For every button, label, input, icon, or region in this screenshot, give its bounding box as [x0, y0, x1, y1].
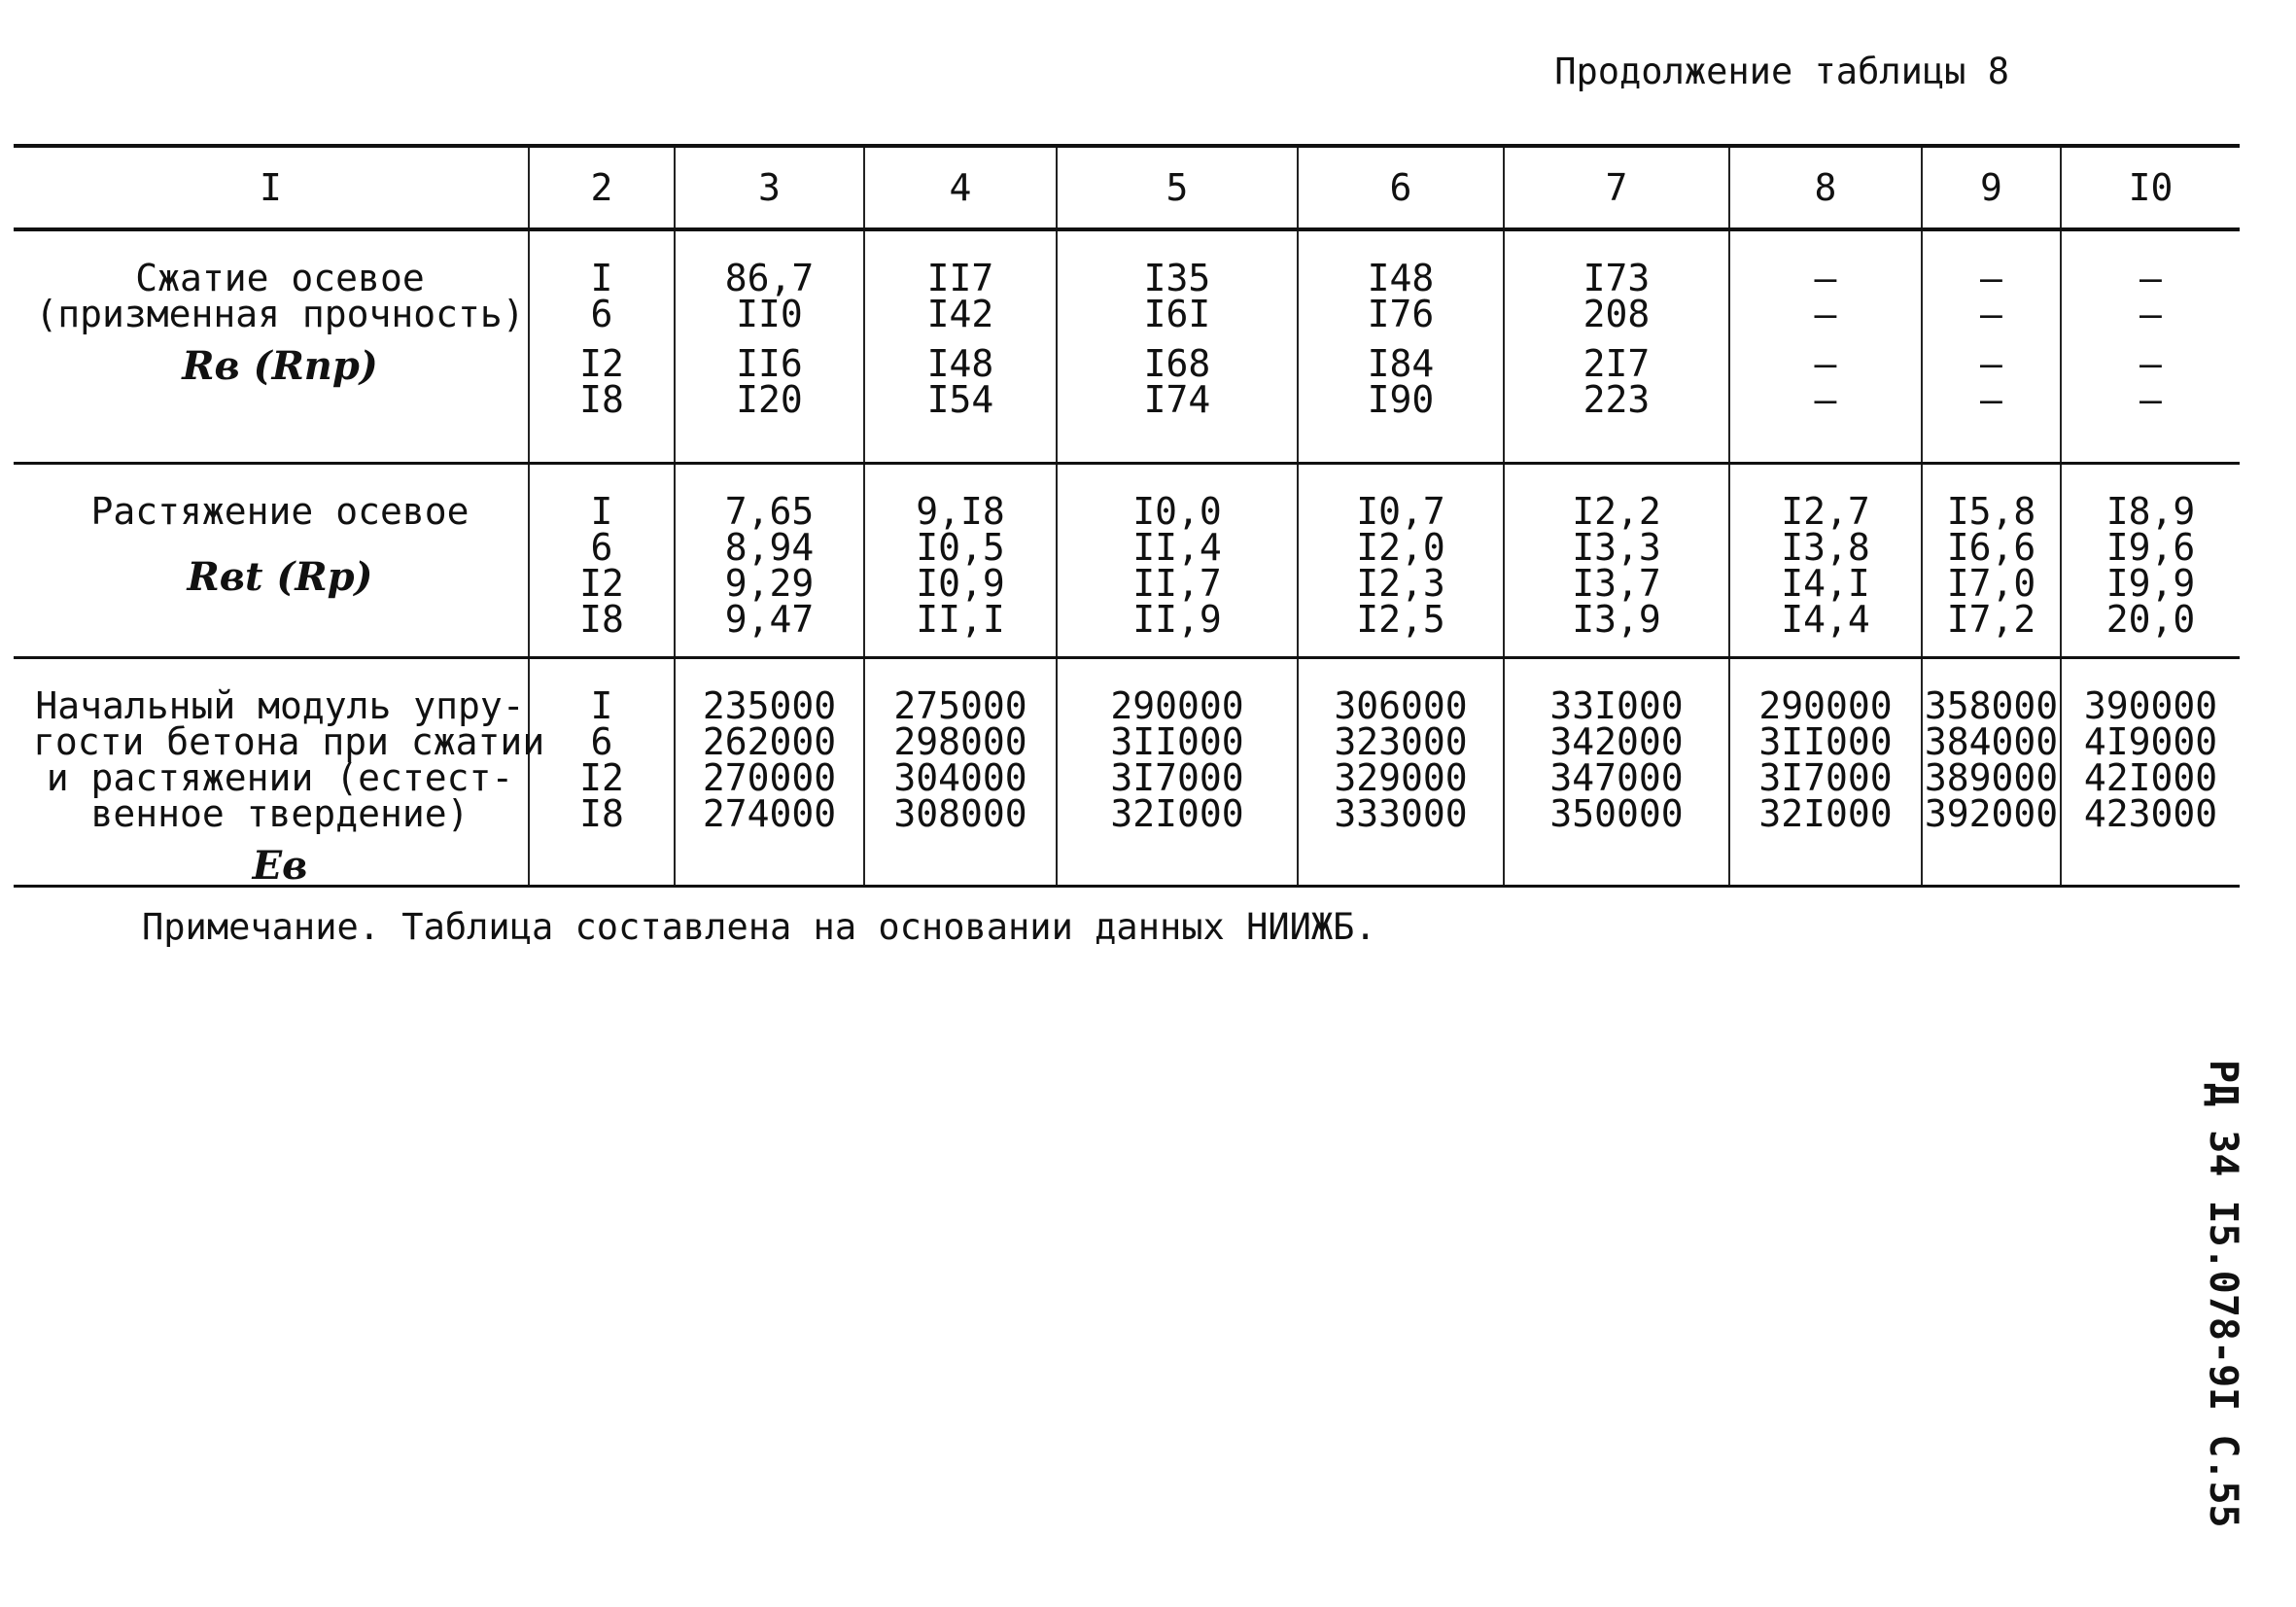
value-cell: [1298, 657, 1504, 886]
column-header-10: I0: [2061, 146, 2240, 229]
cell-value: I2,3: [1356, 561, 1445, 605]
cell-value: 4I9000: [2083, 719, 2218, 763]
value-cell: [1729, 463, 1922, 657]
cell-value: 423000: [2083, 791, 2218, 835]
cell-value: 323000: [1334, 719, 1468, 763]
age-value: I8: [579, 791, 624, 835]
cell-value: I7,0: [1946, 561, 2036, 605]
cell-value: –: [1814, 342, 1837, 385]
age-value: I8: [579, 378, 624, 421]
cell-value: I3,9: [1572, 597, 1661, 641]
cell-value: I3,8: [1781, 525, 1870, 569]
cell-value: I76: [1367, 293, 1435, 335]
cell-value: –: [2139, 378, 2162, 421]
cell-value: I48: [926, 342, 994, 385]
cell-value: 306000: [1334, 683, 1468, 727]
cell-value: II,4: [1132, 525, 1222, 569]
column-header-2: 2: [529, 146, 675, 229]
cell-value: –: [2139, 342, 2162, 385]
data-table-wrapper: [14, 144, 2240, 888]
value-cell: [675, 463, 864, 657]
row-label-cell: [14, 463, 529, 657]
cell-value: 390000: [2083, 683, 2218, 727]
value-cell: [1922, 657, 2061, 886]
age-cell: [529, 657, 675, 886]
cell-value: 304000: [893, 755, 1027, 799]
cell-value: I3,7: [1572, 561, 1661, 605]
table-continuation-caption: Продолжение таблицы 8: [1554, 51, 2009, 92]
cell-value: 290000: [1110, 683, 1244, 727]
data-table: [14, 144, 2240, 888]
age-value: I2: [579, 755, 624, 799]
cell-value: I9,9: [2105, 561, 2196, 605]
cell-value: 32I000: [1758, 791, 1893, 835]
value-cell: [864, 229, 1057, 463]
cell-value: 86,7: [724, 257, 815, 299]
cell-value: I4,4: [1781, 597, 1870, 641]
value-cell: [675, 229, 864, 463]
cell-value: 9,47: [724, 597, 815, 641]
row-label-cell: [14, 229, 529, 463]
cell-value: I2,7: [1781, 489, 1870, 533]
cell-value: II,7: [1132, 561, 1222, 605]
age-value: I: [590, 257, 613, 299]
cell-value: –: [1814, 293, 1837, 335]
value-cell: [1298, 229, 1504, 463]
value-cell: [1922, 463, 2061, 657]
cell-value: 333000: [1334, 791, 1468, 835]
column-header-8: 8: [1729, 146, 1922, 229]
cell-value: I5,8: [1946, 489, 2036, 533]
cell-value: 290000: [1758, 683, 1893, 727]
cell-value: I9,6: [2105, 525, 2196, 569]
row-symbol: Eв: [252, 842, 308, 889]
row-label-cell: [14, 657, 545, 889]
table-row: [14, 657, 2240, 886]
value-cell: [1729, 229, 1922, 463]
table-row: [14, 229, 2240, 463]
column-header-3: 3: [675, 146, 864, 229]
age-value: I2: [579, 342, 624, 385]
cell-value: –: [1814, 378, 1837, 421]
cell-value: II,9: [1132, 597, 1222, 641]
cell-value: 274000: [702, 791, 837, 835]
cell-value: –: [1980, 378, 2002, 421]
cell-value: 42I000: [2083, 755, 2218, 799]
cell-value: I0,5: [916, 525, 1005, 569]
value-cell: [1504, 463, 1729, 657]
cell-value: I7,2: [1946, 597, 2036, 641]
cell-value: 32I000: [1110, 791, 1244, 835]
cell-value: 342000: [1549, 719, 1684, 763]
cell-value: I90: [1367, 378, 1435, 421]
cell-value: I42: [926, 293, 994, 335]
cell-value: 308000: [893, 791, 1027, 835]
cell-value: 298000: [893, 719, 1027, 763]
column-header-4: 4: [864, 146, 1057, 229]
cell-value: I6I: [1143, 293, 1211, 335]
value-cell: [1057, 657, 1298, 886]
cell-value: I8,9: [2105, 489, 2196, 533]
column-header-1: I: [14, 146, 529, 229]
row-label: Сжатие осевое (призменная прочность): [35, 257, 525, 335]
cell-value: II6: [736, 342, 803, 385]
cell-value: 389000: [1924, 755, 2059, 799]
age-value: I: [590, 683, 613, 727]
cell-value: II0: [736, 293, 803, 335]
column-header-5: 5: [1057, 146, 1298, 229]
age-cell: [529, 463, 675, 657]
cell-value: 3II000: [1110, 719, 1244, 763]
row-symbol: Rв (Rпр): [182, 343, 378, 389]
table-header-row: [14, 146, 2240, 229]
cell-value: 350000: [1549, 791, 1684, 835]
cell-value: 3I7000: [1758, 755, 1893, 799]
cell-value: I54: [926, 378, 994, 421]
cell-value: –: [2139, 257, 2162, 299]
row-label: Растяжение осевое: [90, 489, 470, 533]
cell-value: I2,0: [1356, 525, 1445, 569]
cell-value: I35: [1143, 257, 1211, 299]
cell-value: –: [1980, 293, 2002, 335]
cell-value: 347000: [1549, 755, 1684, 799]
age-value: 6: [590, 719, 613, 763]
value-cell: [2061, 657, 2240, 886]
value-cell: [2061, 463, 2240, 657]
cell-value: 235000: [702, 683, 837, 727]
cell-value: 33I000: [1549, 683, 1684, 727]
cell-value: 9,I8: [916, 489, 1005, 533]
cell-value: I0,9: [916, 561, 1005, 605]
column-header-7: 7: [1504, 146, 1729, 229]
cell-value: I74: [1143, 378, 1211, 421]
cell-value: –: [1980, 342, 2002, 385]
document-code-margin: РД 34 I5.078-9I С.55: [2201, 1060, 2245, 1528]
value-cell: [864, 463, 1057, 657]
cell-value: 358000: [1924, 683, 2059, 727]
cell-value: 9,29: [724, 561, 815, 605]
value-cell: [1298, 463, 1504, 657]
value-cell: [1504, 229, 1729, 463]
cell-value: 3I7000: [1110, 755, 1244, 799]
table-body: [14, 229, 2240, 889]
cell-value: I20: [736, 378, 803, 421]
value-cell: [1057, 463, 1298, 657]
age-value: I: [590, 489, 613, 533]
cell-value: 329000: [1334, 755, 1468, 799]
row-label: Начальный модуль упру- гости бетона при сжатии и растяжении (естест- венное твердение): [33, 683, 545, 835]
cell-value: I73: [1583, 257, 1651, 299]
table-row: [14, 463, 2240, 657]
row-symbol: Rвt (Rp): [187, 553, 373, 600]
cell-value: –: [1814, 257, 1837, 299]
cell-value: 270000: [702, 755, 837, 799]
column-header-9: 9: [1922, 146, 2061, 229]
age-value: I2: [579, 561, 624, 605]
column-header-6: 6: [1298, 146, 1504, 229]
cell-value: I2,5: [1356, 597, 1445, 641]
cell-value: I0,0: [1132, 489, 1222, 533]
age-cell: [529, 229, 675, 463]
cell-value: I48: [1367, 257, 1435, 299]
age-value: I8: [579, 597, 624, 641]
age-value: 6: [590, 525, 613, 569]
value-cell: [1504, 657, 1729, 886]
cell-value: 2I7: [1583, 342, 1651, 385]
cell-value: –: [1980, 257, 2002, 299]
cell-value: 208: [1583, 293, 1651, 335]
cell-value: I2,2: [1572, 489, 1661, 533]
cell-value: 223: [1583, 378, 1651, 421]
table-note: Примечание. Таблица составлена на основании данных НИИЖБ.: [142, 906, 1376, 948]
value-cell: [675, 657, 864, 886]
cell-value: I4,I: [1781, 561, 1870, 605]
cell-value: I0,7: [1356, 489, 1445, 533]
cell-value: I3,3: [1572, 525, 1661, 569]
cell-value: 20,0: [2105, 597, 2196, 641]
cell-value: II,I: [916, 597, 1005, 641]
cell-value: –: [2139, 293, 2162, 335]
value-cell: [1922, 229, 2061, 463]
cell-value: 275000: [893, 683, 1027, 727]
value-cell: [2061, 229, 2240, 463]
cell-value: I84: [1367, 342, 1435, 385]
value-cell: [1057, 229, 1298, 463]
cell-value: 3II000: [1758, 719, 1893, 763]
cell-value: 8,94: [724, 525, 815, 569]
cell-value: 392000: [1924, 791, 2059, 835]
cell-value: II7: [926, 257, 994, 299]
cell-value: I68: [1143, 342, 1211, 385]
age-value: 6: [590, 293, 613, 335]
cell-value: I6,6: [1946, 525, 2036, 569]
cell-value: 262000: [702, 719, 837, 763]
cell-value: 7,65: [724, 489, 815, 533]
value-cell: [864, 657, 1057, 886]
cell-value: 384000: [1924, 719, 2059, 763]
value-cell: [1729, 657, 1922, 886]
